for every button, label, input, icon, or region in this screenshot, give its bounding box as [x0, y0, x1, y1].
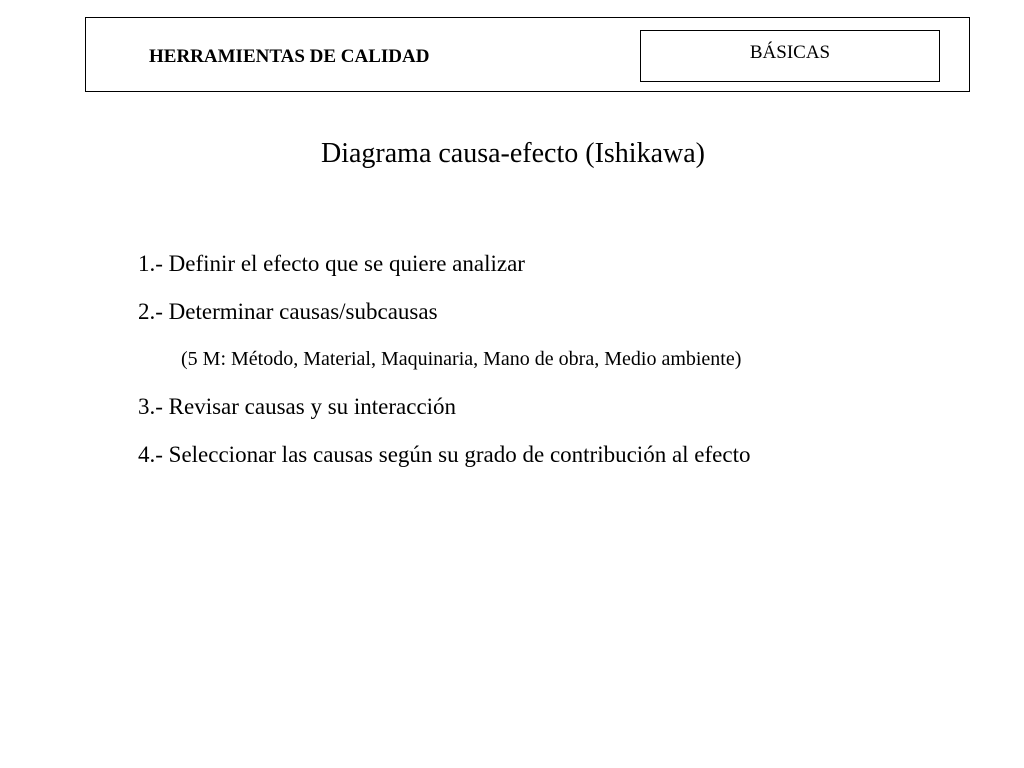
step-item-4: 4.- Seleccionar las causas según su grado de contribución al efecto	[138, 442, 751, 467]
slide-title: Diagrama causa-efecto (Ishikawa)	[320, 138, 705, 169]
header-box	[85, 17, 970, 92]
step-item-1: 1.- Definir el efecto que se quiere analizar	[138, 251, 525, 276]
step-item-3: 3.- Revisar causas y su interacción	[138, 394, 457, 419]
header-title: HERRAMIENTAS DE CALIDAD	[149, 46, 430, 67]
steps-list	[138, 249, 750, 488]
step-item-2: 2.- Determinar causas/subcausas	[138, 299, 438, 324]
step-2-note: (5 M: Método, Material, Maquinaria, Mano de obra, Medio ambiente)	[181, 348, 742, 370]
category-label: BÁSICAS	[640, 30, 940, 82]
